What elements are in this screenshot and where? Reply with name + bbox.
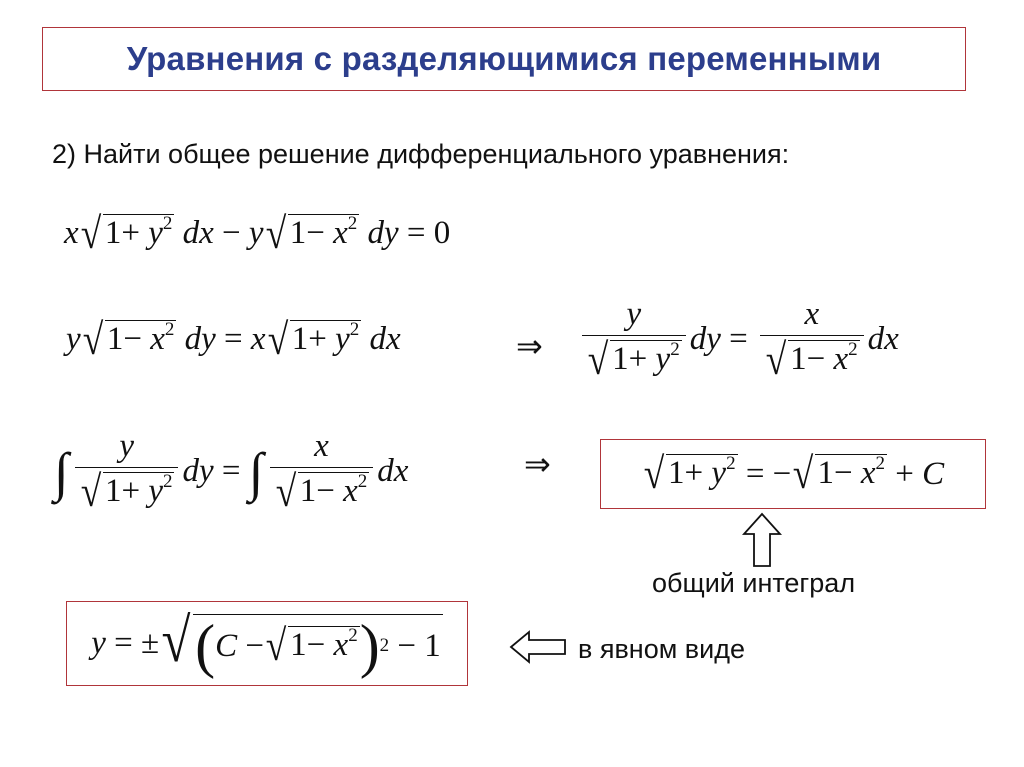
explicit-solution-box [66, 601, 468, 686]
label-explicit-form: в явном виде [578, 634, 745, 664]
equation-original: x √ $1+ y^2$ dx − y √ $1- x^2$ dy = 0 [64, 209, 451, 258]
explicit-solution-formula: y = ± √ ( C − √ $1- x^2$ ) 2 − 1 [91, 607, 441, 679]
title-box [42, 27, 966, 91]
general-integral-formula: √ $1+ y^2$ = − √ $1- x^2$ + C [643, 449, 945, 499]
task-statement: 2) Найти общее решение дифференциального уравнения: [52, 139, 790, 169]
slide-title: Уравнения с разделяющимися переменными [126, 40, 882, 77]
label-general-integral: общий интеграл [652, 568, 856, 598]
equation-rearranged: y √ $1- x^2$ dy = x √ $1+ y^2$ dx [66, 315, 401, 364]
equation-integrated: ∫ y √ $1+ y^2$ dy = ∫ x √ $1- x^2$ dx [54, 428, 409, 516]
up-arrow-icon [742, 512, 782, 568]
implies-arrow-1-icon: ⇒ [516, 328, 543, 364]
left-arrow-icon [509, 630, 567, 664]
implies-arrow-2-icon: ⇒ [524, 446, 551, 482]
equation-separated: y √ $1+ y^2$ dy = x √ $1- x^2$ dx [578, 298, 899, 381]
general-integral-box [600, 439, 986, 509]
